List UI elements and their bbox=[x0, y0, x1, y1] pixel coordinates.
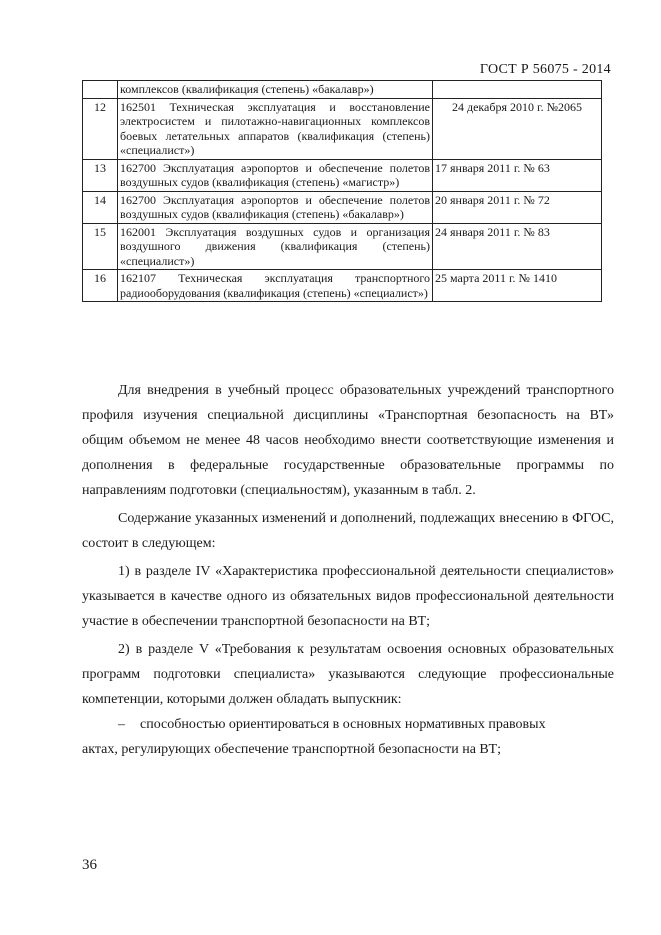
document-header: ГОСТ Р 56075 - 2014 bbox=[479, 62, 611, 77]
order-date: 24 декабря 2010 г. №2065 bbox=[433, 98, 602, 159]
order-date: 17 января 2011 г. № 63 bbox=[433, 159, 602, 191]
order-date: 25 марта 2011 г. № 1410 bbox=[433, 270, 602, 302]
row-number: 14 bbox=[83, 191, 118, 223]
list-item-text: способностью ориентироваться в основных нормативных правовых bbox=[140, 717, 546, 732]
row-number: 12 bbox=[83, 98, 118, 159]
page-number: 36 bbox=[82, 857, 97, 873]
order-date: 24 января 2011 г. № 83 bbox=[433, 223, 602, 270]
body-text bbox=[82, 378, 614, 762]
table-row bbox=[83, 81, 602, 99]
table-row bbox=[83, 191, 602, 223]
paragraph-section-iv: 1) в разделе IV «Характеристика профессиональной деятельности специалистов» указывается в качестве одного из обязательных видов профессиональной деятельности участие в обеспечении транспортной безопасности на ВТ; bbox=[82, 564, 614, 629]
row-number: 16 bbox=[83, 270, 118, 302]
table-row bbox=[83, 159, 602, 191]
table-row bbox=[83, 270, 602, 302]
row-number bbox=[83, 81, 118, 99]
table-row bbox=[83, 98, 602, 159]
list-item bbox=[82, 712, 614, 737]
order-date: 20 января 2011 г. № 72 bbox=[433, 191, 602, 223]
table-row bbox=[83, 223, 602, 270]
list-item-continuation: актах, регулирующих обеспечение транспортной безопасности на ВТ; bbox=[82, 742, 502, 757]
specialty-description: 162001 Эксплуатация воздушных судов и организация воздушного движения (квалификация (степень) «специалист») bbox=[118, 223, 433, 270]
specialty-description: комплексов (квалификация (степень) «бакалавр») bbox=[118, 81, 433, 99]
row-number: 13 bbox=[83, 159, 118, 191]
paragraph-content: Содержание указанных изменений и дополнений, подлежащих внесению в ФГОС, состоит в следующем: bbox=[82, 511, 614, 551]
order-date bbox=[433, 81, 602, 99]
paragraph-section-v: 2) в разделе V «Требования к результатам освоения основных образовательных программ подготовки специалиста» указываются следующие профессиональные компетенции, которыми должен обладать выпускник: bbox=[82, 642, 614, 707]
specialty-description: 162700 Эксплуатация аэропортов и обеспечение полетов воздушных судов (квалификация (степень) «бакалавр») bbox=[118, 191, 433, 223]
specialty-description: 162107 Техническая эксплуатация транспортного радиооборудования (квалификация (степень) «специалист») bbox=[118, 270, 433, 302]
specialties-table bbox=[82, 80, 602, 302]
dash-marker: – bbox=[118, 717, 125, 732]
specialty-description: 162700 Эксплуатация аэропортов и обеспечение полетов воздушных судов (квалификация (степень) «магистр») bbox=[118, 159, 433, 191]
paragraph-implementation: Для внедрения в учебный процесс образовательных учреждений транспортного профиля изучения специальной дисциплины «Транспортная безопасность на ВТ» общим объемом не менее 48 часов необходимо внести соответствующие изменения и дополнения в федеральные государственные образовательные программы по направлениям подготовки (специальностям), указанным в табл. 2. bbox=[82, 383, 614, 498]
row-number: 15 bbox=[83, 223, 118, 270]
specialty-description: 162501 Техническая эксплуатация и восстановление электросистем и пилотажно-навигационных комплексов боевых летательных аппаратов (квалификация (степень) «специалист») bbox=[118, 98, 433, 159]
